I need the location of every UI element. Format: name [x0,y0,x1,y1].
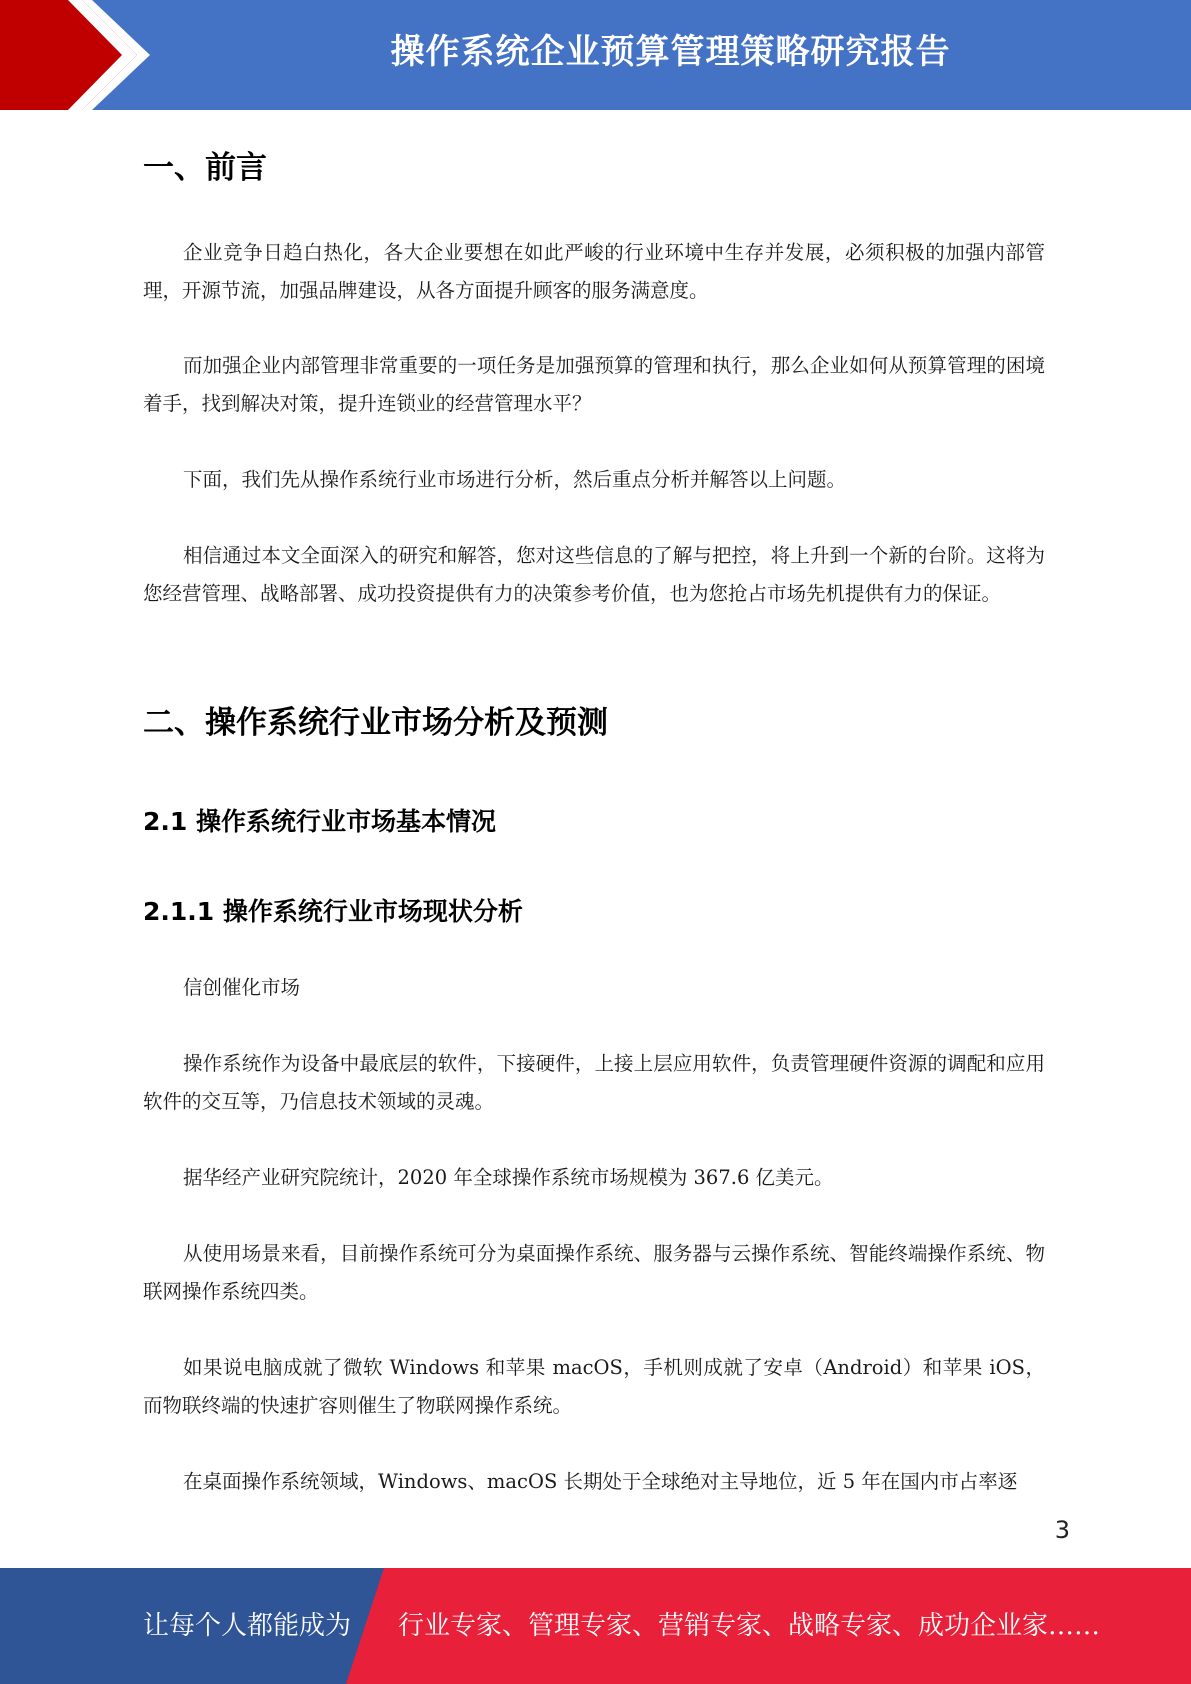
paragraph: 企业竞争日趋白热化，各大企业要想在如此严峻的行业环境中生存并发展，必须积极的加强内部管理，开源节流，加强品牌建设，从各方面提升顾客的服务满意度。 [143,241,1045,302]
chevron-decoration-icon [0,0,160,110]
paragraph: 操作系统作为设备中最底层的软件，下接硬件，上接上层应用软件，负责管理硬件资源的调配和应用软件的交互等，乃信息技术领域的灵魂。 [143,1052,1045,1113]
page-header [0,0,1191,110]
paragraph: 如果说电脑成就了微软 Windows 和苹果 macOS，手机则成就了安卓（Android）和苹果 iOS，而物联终端的快速扩容则催生了物联网操作系统。 [143,1356,1045,1417]
paragraph: 在桌面操作系统领域，Windows、macOS 长期处于全球绝对主导地位，近 5 年在国内市占率逐 [183,1470,1018,1493]
section-heading-preface: 一、前言 [143,150,267,186]
report-title: 操作系统企业预算管理策略研究报告 [390,32,951,72]
paragraph: 据华经产业研究院统计，2020 年全球操作系统市场规模为 367.6 亿美元。 [183,1166,834,1189]
paragraph: 而加强企业内部管理非常重要的一项任务是加强预算的管理和执行，那么企业如何从预算管理的困境着手，找到解决对策，提升连锁业的经营管理水平？ [143,354,1045,415]
page-footer [0,1568,1191,1684]
subsection-heading: 2.1 操作系统行业市场基本情况 [143,807,496,836]
paragraph: 从使用场景来看，目前操作系统可分为桌面操作系统、服务器与云操作系统、智能终端操作系统、物联网操作系统四类。 [143,1242,1045,1303]
section-heading-market: 二、操作系统行业市场分析及预测 [143,705,608,741]
page-number: 3 [1054,1516,1070,1544]
paragraph: 信创催化市场 [183,976,301,999]
footer-slogan-right: 行业专家、管理专家、营销专家、战略专家、成功企业家…… [398,1611,1101,1641]
subsubsection-heading: 2.1.1 操作系统行业市场现状分析 [143,897,523,926]
paragraph: 相信通过本文全面深入的研究和解答，您对这些信息的了解与把控，将上升到一个新的台阶。这将为您经营管理、战略部署、成功投资提供有力的决策参考价值，也为您抢占市场先机提供有力的保证。 [143,544,1045,605]
footer-slogan-left: 让每个人都能成为 [143,1611,352,1641]
paragraph: 下面，我们先从操作系统行业市场进行分析，然后重点分析并解答以上问题。 [183,468,847,491]
